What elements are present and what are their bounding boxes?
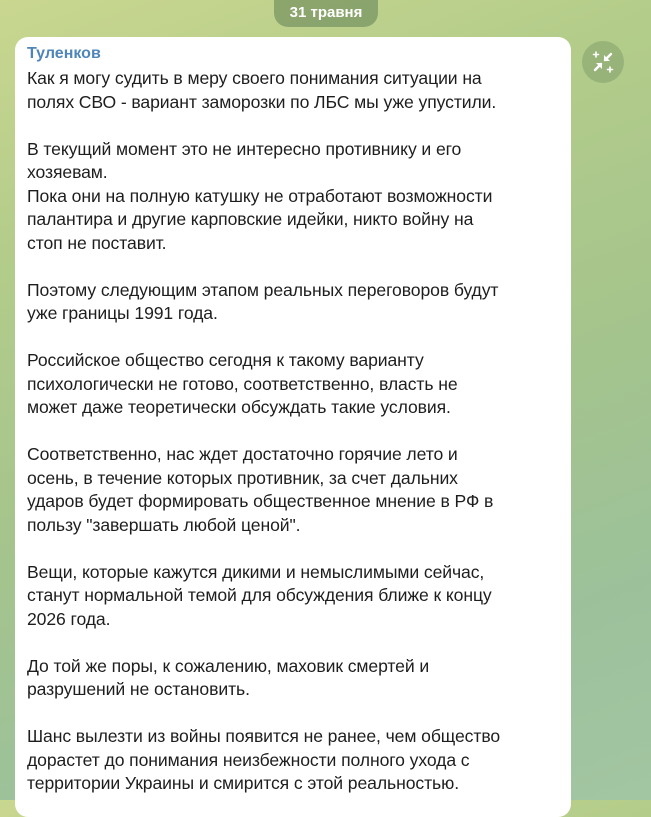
message-paragraph: Поэтому следующим этапом реальных переговоров будут уже границы 1991 года. bbox=[27, 279, 499, 323]
message-paragraph: До той же поры, к сожалению, маховик смертей и разрушений не остановить. bbox=[27, 655, 430, 699]
message-paragraph: Как я могу судить в меру своего понимания ситуации на полях СВО - вариант заморозки по ЛБС мы уже упустили. bbox=[27, 68, 497, 112]
sender-name[interactable]: Туленков bbox=[27, 45, 101, 62]
message-paragraph: Вещи, которые кажутся дикими и немыслимыми сейчас, станут нормальной темой для обсуждения ближе к концу 2026 года. bbox=[27, 561, 492, 629]
message-paragraph: Российское общество сегодня к такому варианту психологически не готово, соответственно, власть не может даже теоретически обсуждать такие условия. bbox=[27, 350, 458, 417]
date-badge: 31 травня bbox=[274, 0, 378, 27]
message-paragraph: В текущий момент это не интересно противнику и его хозяевам. Пока они на полную катушку не отработают возможности палантира и другие карповские идейки, никто войну на стоп не поставит. bbox=[27, 138, 493, 253]
message-paragraph: Шанс вылезти из войны появится не ранее, чем общество дорастет до понимания неизбежности полного ухода с территории Украины и смирится с этой реальностью. bbox=[27, 726, 501, 793]
collapse-arrows-icon bbox=[590, 49, 616, 75]
collapse-button[interactable] bbox=[582, 41, 624, 83]
message-bubble[interactable] bbox=[15, 37, 571, 817]
message-paragraph: Соответственно, нас ждет достаточно горячие лето и осень, в течение которых противник, за счет дальних ударов будет формировать общественное мнение в РФ в пользу "завершать любой ценой". bbox=[27, 444, 494, 535]
